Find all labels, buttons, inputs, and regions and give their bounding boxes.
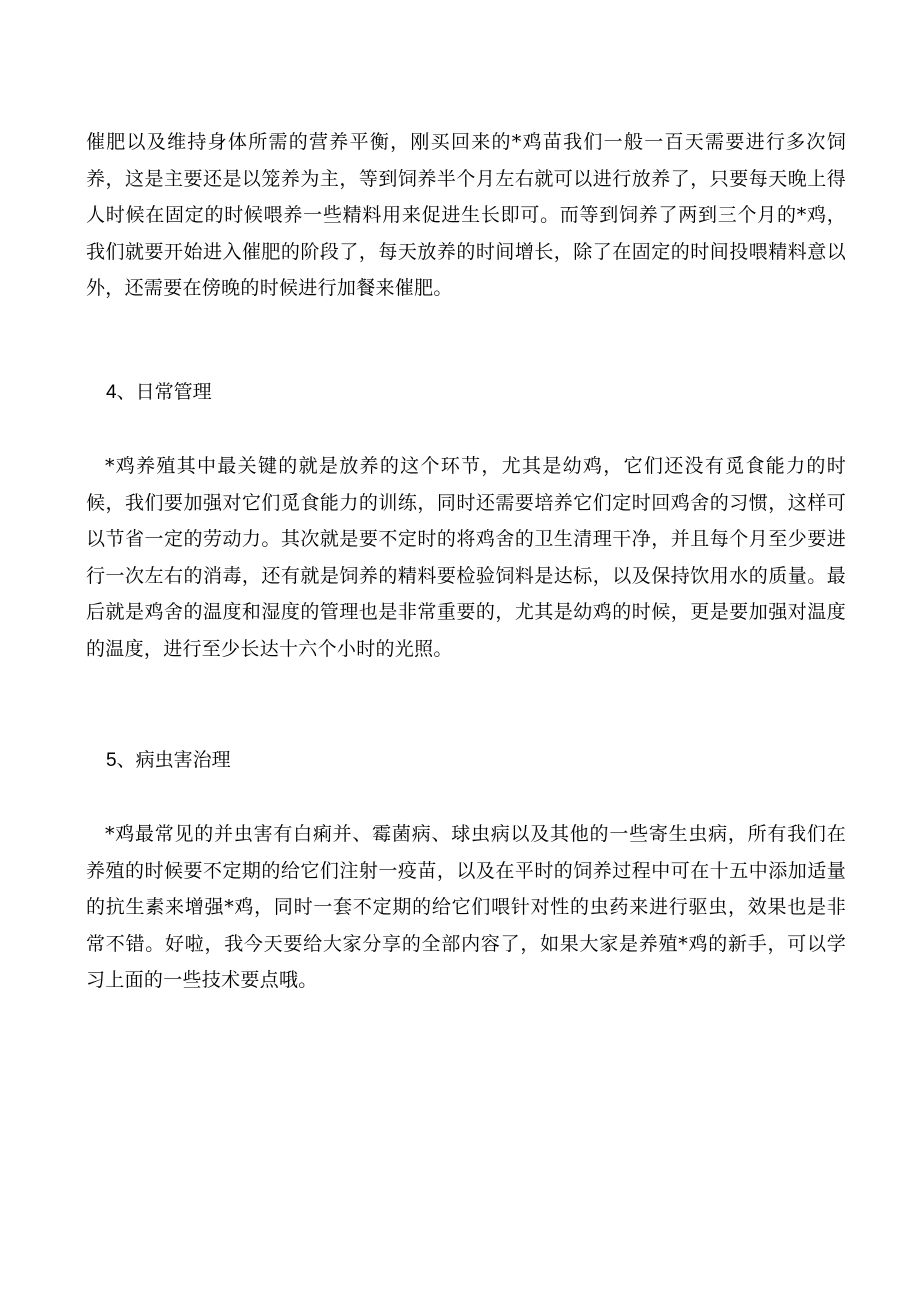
section-number: 5、: [106, 750, 136, 771]
section-title: 日常管理: [135, 381, 212, 403]
paragraph-feeding: 催肥以及维持身体所需的营养平衡，刚买回来的*鸡苗我们一般一百天需要进行多次饲养，这是主要还是以笼养为主，等到饲养半个月左右就可以进行放养了，只要每天晚上得人时候在固定的时候喂养一些精料用来促进生长即可。而等到饲养了两到三个月的*鸡，我们就要开始进入催肥的阶段了，每天放养的时间增长，除了在固定的时间投喂精料意以外，还需要在傍晚的时候进行加餐来催肥。: [86, 131, 846, 300]
section-heading-daily-management: [106, 374, 212, 411]
paragraph-daily-management: *鸡养殖其中最关键的就是放养的这个环节，尤其是幼鸡，它们还没有觅食能力的时候，我们要加强对它们觅食能力的训练，同时还需要培养它们定时回鸡舍的习惯，这样可以节省一定的劳动力。其次就是要不定时的将鸡舍的卫生清理干净，并且每个月至少要进行一次左右的消毒，还有就是饲养的精料要检验饲料是达标，以及保持饮用水的质量。最后就是鸡舍的温度和湿度的管理也是非常重要的，尤其是幼鸡的时候，更是要加强对温度的温度，进行至少长达十六个小时的光照。: [86, 455, 846, 660]
section-heading-pest-control: [106, 742, 231, 779]
paragraph-pest-control: *鸡最常见的并虫害有白痢并、霉菌病、球虫病以及其他的一些寄生虫病，所有我们在养殖的时候要不定期的给它们注射一疫苗，以及在平时的饲养过程中可在十五中添加适量的抗生素来增强*鸡，同时一套不定期的给它们喂针对性的虫药来进行驱虫，效果也是非常不错。好啦，我今天要给大家分享的全部内容了，如果大家是养殖*鸡的新手，可以学习上面的一些技术要点哦。: [86, 823, 846, 992]
section-number: 4、: [106, 382, 136, 403]
section-title: 病虫害治理: [135, 749, 231, 771]
